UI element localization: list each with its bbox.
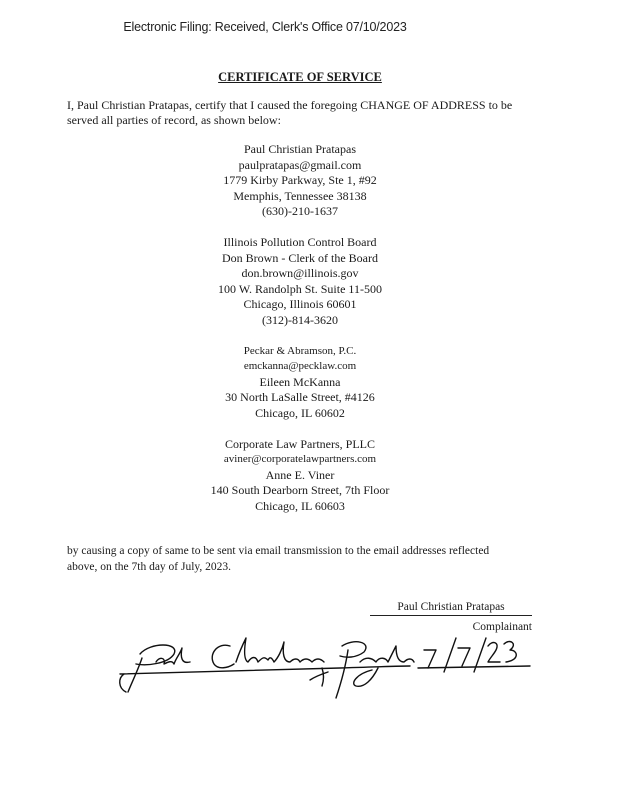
closing-paragraph	[67, 544, 537, 575]
party-line: Chicago, IL 60602	[255, 405, 345, 420]
party-line: Paul Christian Pratapas	[244, 142, 356, 156]
party-line: Chicago, Illinois 60601	[243, 297, 357, 312]
party-line: 1779 Kirby Parkway, Ste 1, #92	[223, 173, 377, 188]
party-line: Illinois Pollution Control Board	[223, 234, 377, 249]
party-line: 30 North LaSalle Street, #4126	[225, 390, 375, 405]
party-line: Corporate Law Partners, PLLC	[225, 436, 375, 451]
closing-line: above, on the 7th day of July, 2023.	[67, 560, 232, 573]
party-email: emckanna@pecklaw.com	[243, 360, 357, 373]
party-block-corporate-law	[0, 437, 600, 515]
party-email: don.brown@illinois.gov	[241, 266, 359, 281]
party-email: paulpratapas@gmail.com	[238, 157, 362, 172]
party-block-peckar	[0, 344, 600, 422]
party-block-ipcb	[0, 235, 600, 329]
intro-line: served all parties of record, as shown below:	[67, 113, 281, 127]
handwritten-signature	[110, 628, 540, 708]
party-line: Eileen McKanna	[259, 374, 341, 389]
intro-line: I, Paul Christian Pratapas, certify that I caused the foregoing CHANGE OF ADDRESS to be	[67, 98, 513, 112]
filing-stamp: Electronic Filing: Received, Clerk's Office 07/10/2023	[123, 20, 407, 34]
party-email: aviner@corporatelawpartners.com	[223, 453, 377, 466]
party-line: 100 W. Randolph St. Suite 11-500	[218, 281, 382, 296]
party-block-complainant	[0, 142, 600, 220]
party-line: 140 South Dearborn Street, 7th Floor	[210, 483, 390, 498]
party-line: Anne E. Viner	[265, 467, 335, 482]
signer-name: Paul Christian Pratapas	[370, 600, 532, 616]
party-line: Chicago, IL 60603	[255, 498, 345, 513]
party-line: (630)-210-1637	[262, 204, 338, 219]
party-line: Memphis, Tennessee 38138	[233, 188, 367, 203]
signer-role: Complainant	[472, 621, 532, 633]
party-line: Don Brown - Clerk of the Board	[222, 250, 378, 265]
closing-line: by causing a copy of same to be sent via email transmission to the email addresses reflected	[67, 545, 490, 557]
party-line: (312)-814-3620	[262, 312, 338, 327]
service-list	[0, 142, 600, 529]
intro-paragraph	[67, 98, 537, 128]
document-title: CERTIFICATE OF SERVICE	[218, 70, 382, 84]
party-line: Peckar & Abramson, P.C.	[243, 344, 357, 357]
